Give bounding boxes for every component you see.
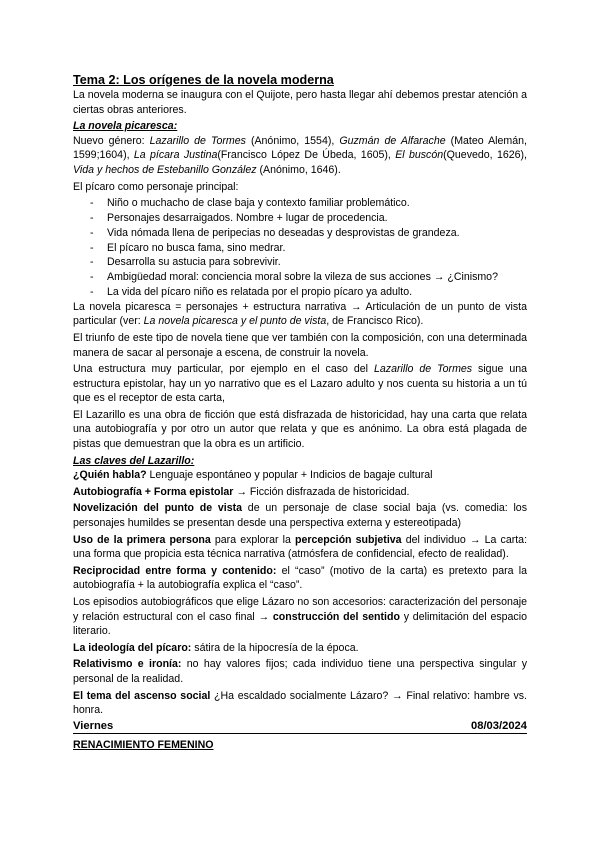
quien-habla-paragraph: ¿Quién habla? Lenguaje espontáneo y popular + Indicios de bagaje cultural bbox=[73, 469, 433, 482]
list-item: - Ambigüedad moral: conciencia moral sobre la vileza de sus acciones → ¿Cinismo? bbox=[90, 270, 527, 285]
list-item: - Vida nómada llena de peripecias no deseadas y desprovistas de grandeza. bbox=[90, 226, 527, 241]
date-line bbox=[73, 720, 527, 734]
list-item: - Desarrolla su astucia para sobrevivir. bbox=[90, 255, 527, 270]
formula-paragraph: La novela picaresca = personajes + estructura narrativa → Articulación de un punto de vista particular (ver: La novela picaresca y el punto de vista, de Francisco Rico). bbox=[73, 300, 527, 328]
estructura-paragraph: Una estructura muy particular, por ejemplo en el caso del Lazarillo de Tormes sigue una estructura epistolar, hay un yo narrativo que es el Lazaro adulto y nos cuenta su historia a un tú que es el receptor de esta carta, bbox=[73, 363, 527, 405]
list-item: - El pícaro no busca fama, sino medrar. bbox=[90, 241, 527, 256]
primera-persona-paragraph: Uso de la primera persona para explorar la percepción subjetiva del individuo → La carta: una forma que propicia esta técnica narrativa (atmósfera de confidencial, efecto de realidad). bbox=[73, 533, 528, 561]
relativismo-paragraph: Relativismo e ironía: no hay valores fijos; cada individuo tiene una perspectiva singular y personal de la realidad. bbox=[73, 658, 527, 685]
autobiografia-paragraph: Autobiografía + Forma epistolar → Ficción disfrazada de historicidad. bbox=[73, 485, 410, 498]
picaro-intro: El pícaro como personaje principal: bbox=[73, 180, 239, 193]
triunfo-paragraph: El triunfo de este tipo de novela tiene que ver también con la composición, con una determinada manera de sacar al personaje a escena, de construir la novela. bbox=[73, 331, 527, 359]
next-section-heading: RENACIMIENTO FEMENINO bbox=[73, 738, 214, 751]
section-heading-claves: Las claves del Lazarillo: bbox=[73, 454, 195, 467]
section-heading-picaresca: La novela picaresca: bbox=[73, 120, 178, 133]
list-item: - Niño o muchacho de clase baja y contexto familiar problemático. bbox=[90, 196, 527, 211]
ascenso-social-paragraph: El tema del ascenso social ¿Ha escaldado socialmente Lázaro? → Final relativo: hambre vs. honra. bbox=[73, 689, 527, 717]
picaro-traits-list bbox=[73, 196, 527, 300]
novelizacion-paragraph: Novelización del punto de vista de un personaje de clase social baja (vs. comedia: los personajes humildes se presentan desde una perspectiva externa y estereotipada) bbox=[73, 502, 527, 530]
genre-paragraph: Nuevo género: Lazarillo de Tormes (Anónimo, 1554), Guzmán de Alfarache (Mateo Alemán, 1599;1604), La pícara Justina(Francisco López De Úbeda, 1605), El buscón(Quevedo, 1626), Vida y hechos de Estebanillo González (Anónimo, 1646). bbox=[73, 134, 527, 176]
list-item: - La vida del pícaro niño es relatada por el propio pícaro ya adulto. bbox=[90, 285, 527, 300]
episodios-paragraph: Los episodios autobiográficos que elige Lázaro no son accesorios: caracterización del personaje y relación estructural con el caso final → construcción del sentido y delimitación del espacio literario. bbox=[73, 596, 527, 638]
intro-paragraph: La novela moderna se inaugura con el Quijote, pero hasta llegar ahí debemos prestar atención a ciertas obras anteriores. bbox=[73, 89, 527, 116]
page-title: Tema 2: Los orígenes de la novela moderna bbox=[73, 73, 334, 87]
reciprocidad-paragraph: Reciprocidad entre forma y contenido: el “caso” (motivo de la carta) es pretexto para la autobiografía + la autobiografía explica el “caso”. bbox=[73, 564, 527, 592]
ideologia-paragraph: La ideología del pícaro: sátira de la hipocresía de la época. bbox=[73, 641, 359, 654]
document-page bbox=[73, 72, 527, 752]
date-label: 08/03/2024 bbox=[471, 719, 527, 732]
ficcion-paragraph: El Lazarillo es una obra de ficción que está disfrazada de historicidad, hay una carta que relata una autobiografía y por otro un autor que relata y que es anónimo. La obra está plagada de pistas que demuestran que la obra es un artificio. bbox=[73, 408, 527, 451]
list-item: - Personajes desarraigados. Nombre + lugar de procedencia. bbox=[90, 211, 527, 226]
day-label: Viernes bbox=[73, 719, 114, 732]
